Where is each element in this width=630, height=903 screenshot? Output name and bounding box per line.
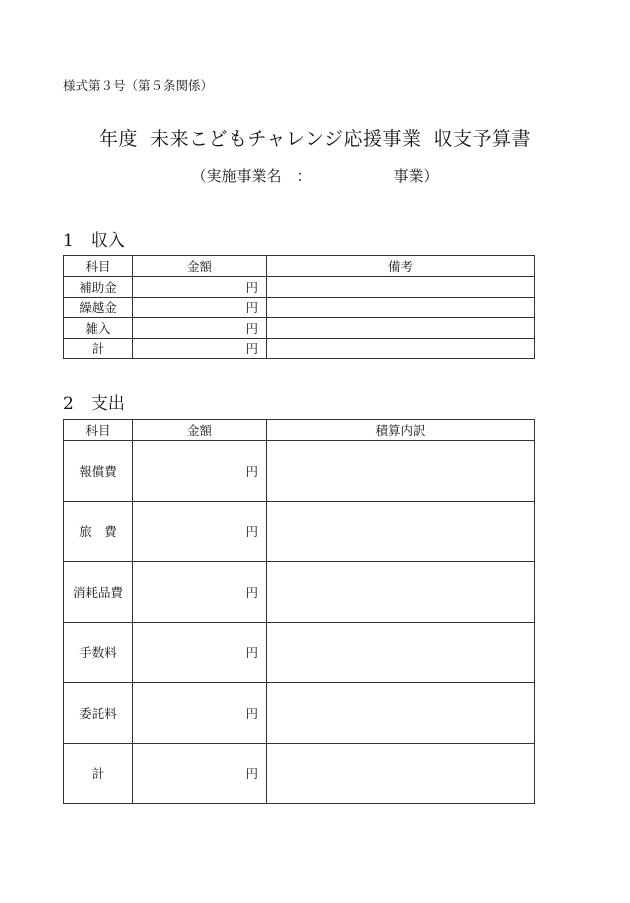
expense-row-supplies (64, 562, 535, 623)
income-amount[interactable]: 円 (133, 297, 267, 318)
expense-header-amount: 金額 (133, 420, 267, 441)
expense-breakdown[interactable] (267, 622, 535, 683)
expense-breakdown[interactable] (267, 441, 535, 502)
expense-header-item: 科目 (64, 420, 133, 441)
expense-table (63, 419, 535, 804)
expense-amount[interactable]: 円 (133, 501, 267, 562)
expense-amount[interactable]: 円 (133, 562, 267, 623)
expense-item: 消耗品費 (64, 562, 133, 623)
document-title (0, 124, 630, 151)
expense-amount[interactable]: 円 (133, 622, 267, 683)
expense-item: 報償費 (64, 441, 133, 502)
expense-header-breakdown: 積算内訳 (267, 420, 535, 441)
income-row-subsidy (64, 277, 535, 298)
income-item: 補助金 (64, 277, 133, 298)
expense-breakdown[interactable] (267, 501, 535, 562)
income-item: 雑入 (64, 318, 133, 339)
income-note[interactable] (267, 277, 535, 298)
expense-row-total (64, 743, 535, 804)
expense-item: 手数料 (64, 622, 133, 683)
expense-amount[interactable]: 円 (133, 441, 267, 502)
income-item: 計 (64, 338, 133, 359)
project-name-suffix: 事業） (393, 167, 439, 185)
income-header-note: 備考 (267, 256, 535, 277)
expense-row-honorarium (64, 441, 535, 502)
income-note[interactable] (267, 318, 535, 339)
expense-amount[interactable]: 円 (133, 743, 267, 804)
expense-header-row (64, 420, 535, 441)
expense-item: 計 (64, 743, 133, 804)
income-table (63, 255, 535, 359)
income-item: 繰越金 (64, 297, 133, 318)
expense-breakdown[interactable] (267, 562, 535, 623)
expense-breakdown[interactable] (267, 743, 535, 804)
title-year-label: 年度 (98, 128, 138, 150)
expense-row-commission (64, 683, 535, 744)
income-row-carryover (64, 297, 535, 318)
expense-amount[interactable]: 円 (133, 683, 267, 744)
income-note[interactable] (267, 297, 535, 318)
income-amount[interactable]: 円 (133, 338, 267, 359)
expense-row-fees (64, 622, 535, 683)
project-name-line (0, 165, 630, 186)
income-note[interactable] (267, 338, 535, 359)
expense-breakdown[interactable] (267, 683, 535, 744)
income-header-row (64, 256, 535, 277)
income-amount[interactable]: 円 (133, 318, 267, 339)
expense-item: 旅 費 (64, 501, 133, 562)
title-main: 未来こどもチャレンジ応援事業 (150, 128, 422, 150)
form-number: 様式第３号（第５条関係） (63, 78, 214, 93)
income-header-amount: 金額 (133, 256, 267, 277)
income-amount[interactable]: 円 (133, 277, 267, 298)
expense-row-travel (64, 501, 535, 562)
income-row-misc (64, 318, 535, 339)
income-row-total (64, 338, 535, 359)
income-header-item: 科目 (64, 256, 133, 277)
expense-heading: 2 支出 (63, 394, 125, 414)
title-suffix: 収支予算書 (433, 128, 531, 150)
expense-item: 委託料 (64, 683, 133, 744)
project-name-prefix: （実施事業名 ： (191, 167, 312, 185)
income-heading: 1 収入 (63, 231, 125, 251)
